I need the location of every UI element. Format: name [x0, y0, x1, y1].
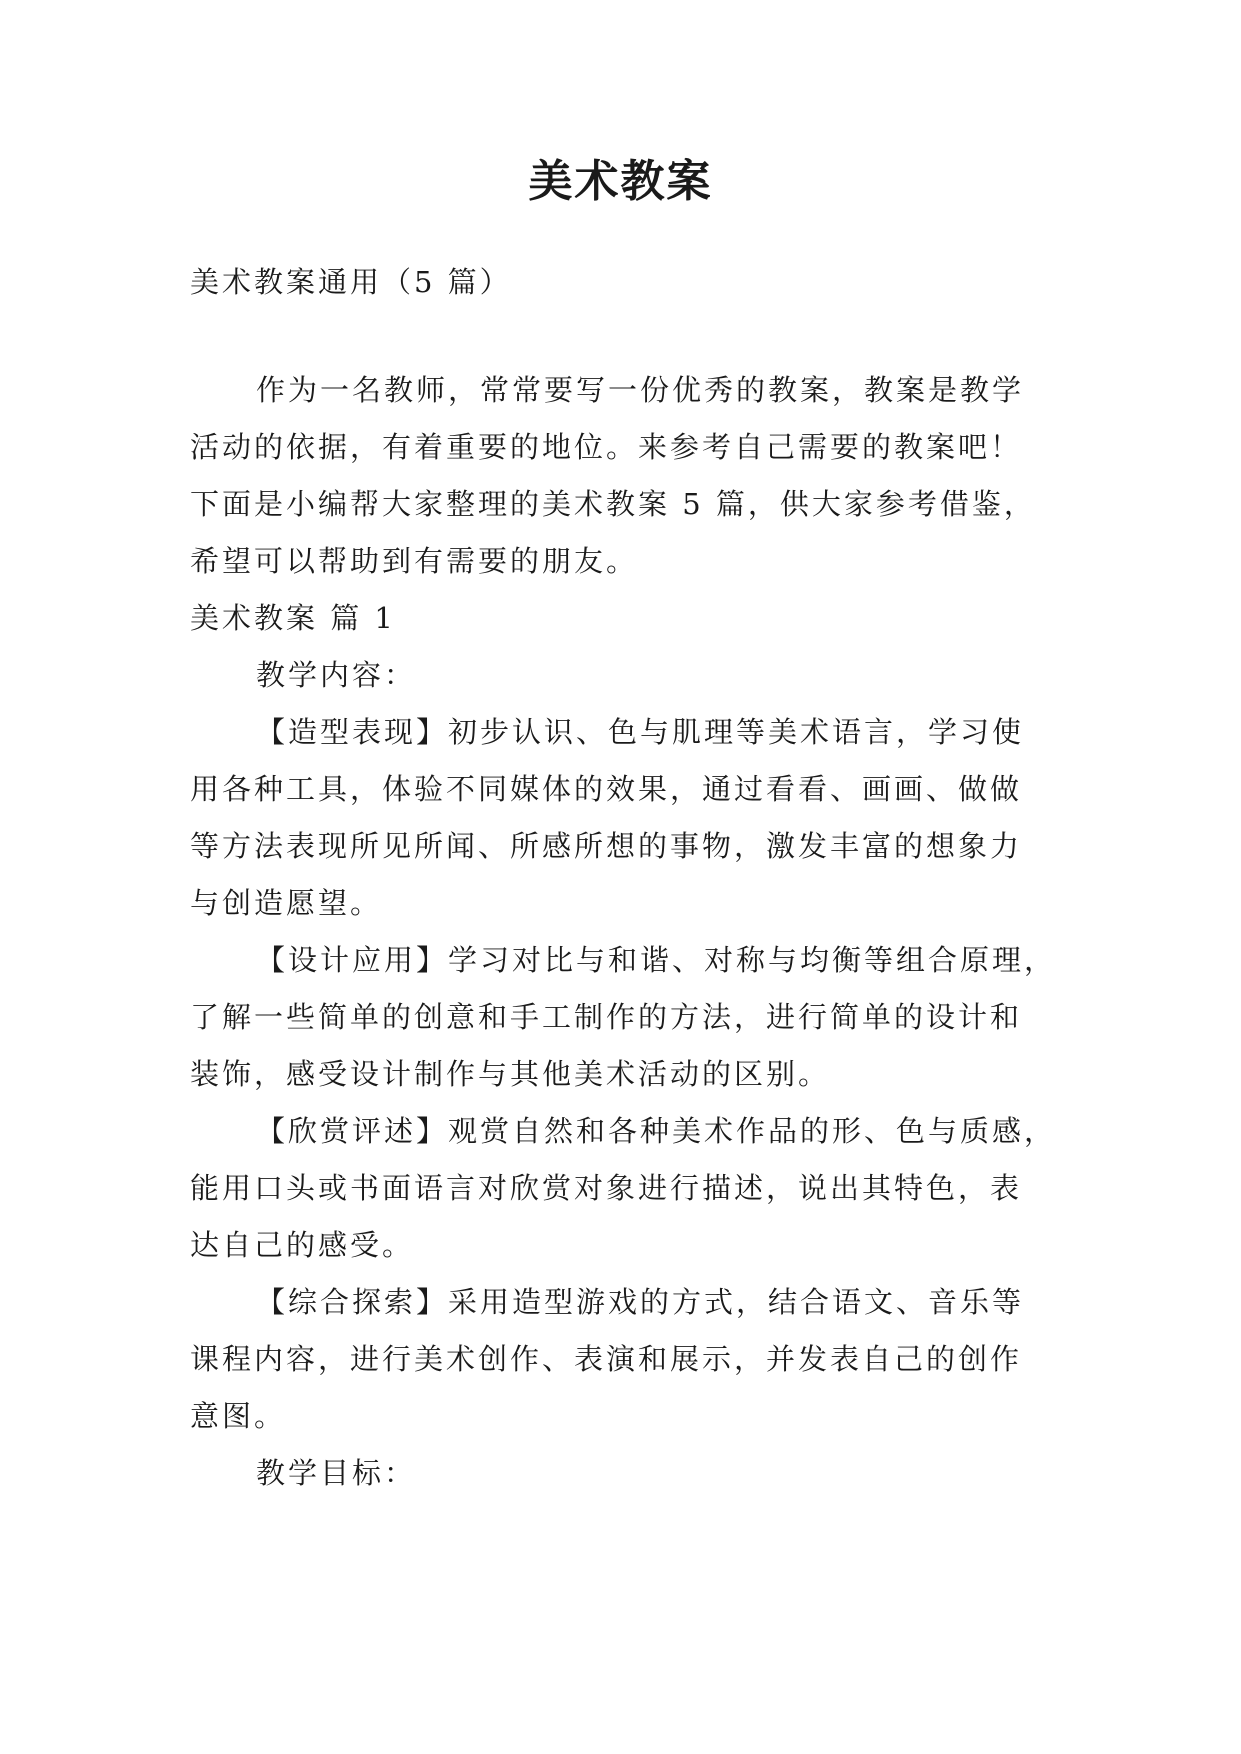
paragraph-line: 【欣赏评述】观赏自然和各种美术作品的形、色与质感， — [256, 1114, 1057, 1148]
section-heading: 美术教案 篇 1 — [190, 601, 396, 635]
paragraph-line: 用各种工具，体验不同媒体的效果，通过看看、画画、做做 — [190, 772, 1023, 806]
paragraph-line: 意图。 — [190, 1399, 287, 1433]
paragraph-line: 与创造愿望。 — [190, 886, 383, 920]
document-title: 美术教案 — [528, 156, 713, 207]
document-subtitle: 美术教案通用（5 篇） — [190, 265, 512, 299]
paragraph-line: 【造型表现】初步认识、色与肌理等美术语言，学习使 — [256, 715, 1025, 749]
paragraph-line: 教学目标： — [256, 1456, 417, 1490]
paragraph-line: 了解一些简单的创意和手工制作的方法，进行简单的设计和 — [190, 1000, 1023, 1034]
paragraph-line: 教学内容： — [256, 658, 417, 692]
paragraph-line: 希望可以帮助到有需要的朋友。 — [190, 544, 639, 578]
paragraph-line: 下面是小编帮大家整理的美术教案 5 篇，供大家参考借鉴， — [190, 487, 1036, 521]
paragraph-line: 能用口头或书面语言对欣赏对象进行描述，说出其特色，表 — [190, 1171, 1023, 1205]
paragraph-line: 作为一名教师，常常要写一份优秀的教案，教案是教学 — [256, 373, 1025, 407]
paragraph-line: 【设计应用】学习对比与和谐、对称与均衡等组合原理， — [256, 943, 1057, 977]
paragraph-line: 等方法表现所见所闻、所感所想的事物，激发丰富的想象力 — [190, 829, 1023, 863]
paragraph-line: 达自己的感受。 — [190, 1228, 415, 1262]
paragraph-line: 装饰，感受设计制作与其他美术活动的区别。 — [190, 1057, 831, 1091]
paragraph-line: 课程内容，进行美术创作、表演和展示，并发表自己的创作 — [190, 1342, 1023, 1376]
paragraph-line: 活动的依据，有着重要的地位。来参考自己需要的教案吧！ — [190, 430, 1023, 464]
paragraph-line: 【综合探索】采用造型游戏的方式，结合语文、音乐等 — [256, 1285, 1025, 1319]
